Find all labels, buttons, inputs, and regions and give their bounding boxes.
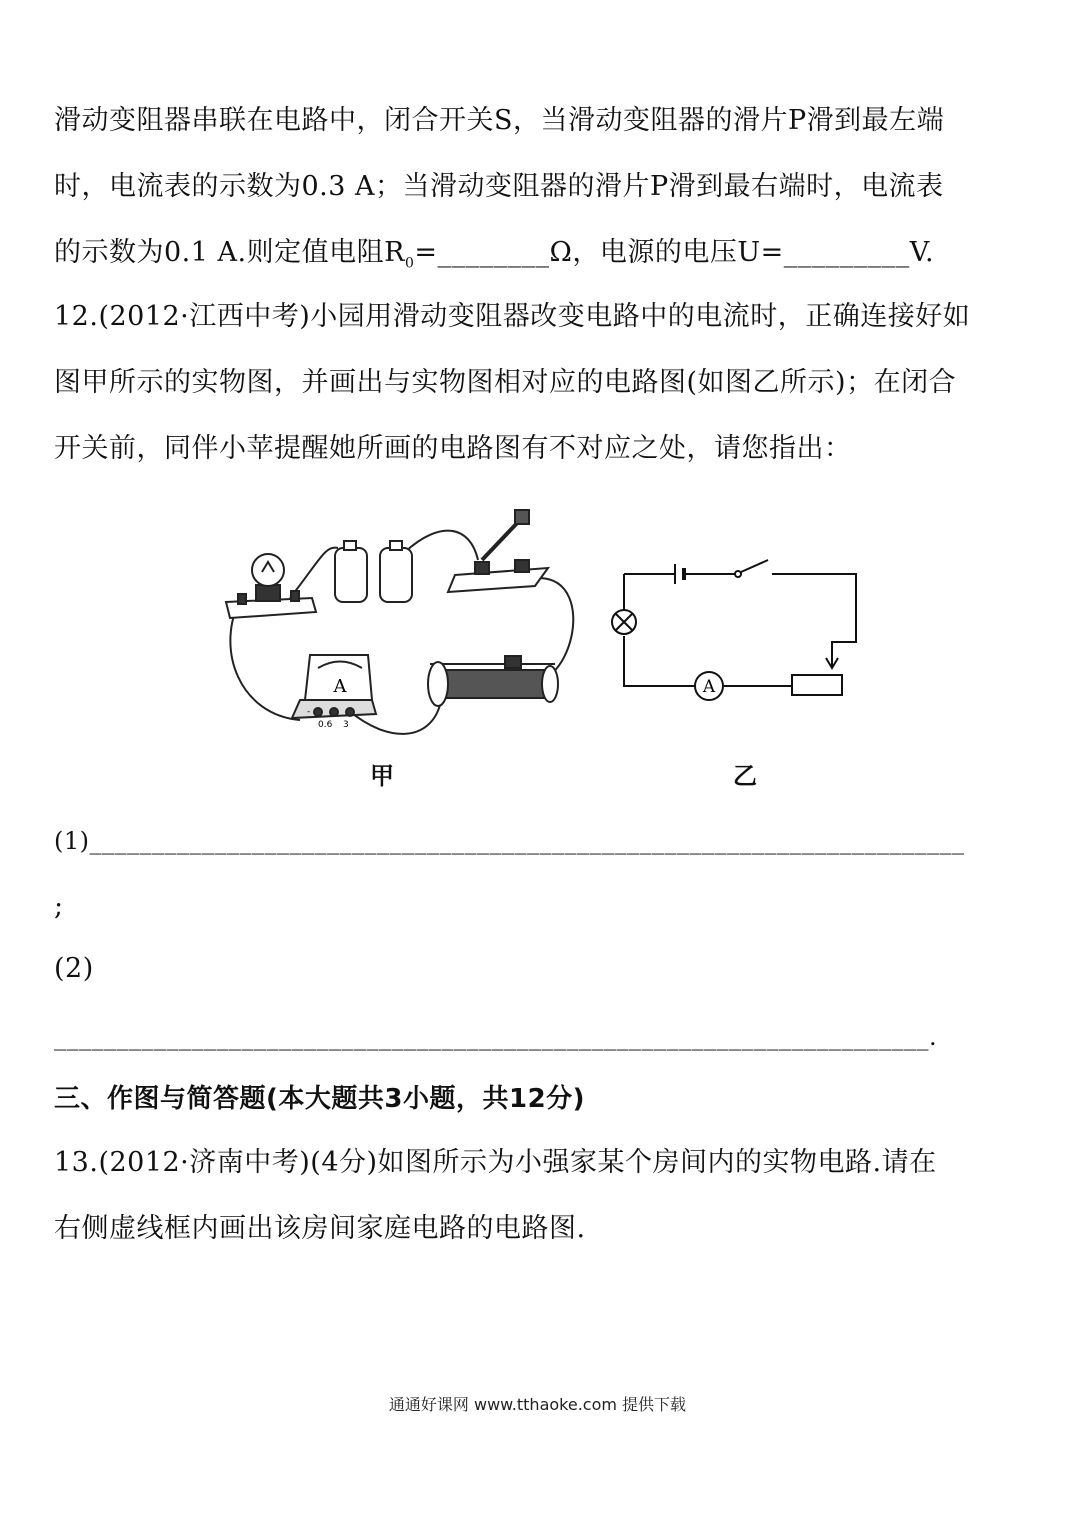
ammeter-terminal-minus: -: [307, 707, 311, 717]
rheostat-symbol: [792, 675, 842, 695]
r0-subscript: 0: [404, 255, 415, 272]
problem12-line2: 图甲所示的实物图，并画出与实物图相对应的电路图(如图乙所示)；在闭合: [54, 367, 957, 398]
problem11-line2: 时，电流表的示数为0.3 A；当滑动变阻器的滑片P滑到最右端时，电流表: [54, 171, 944, 202]
problem11-line3-a: 的示数为0.1 A.则定值电阻R: [54, 237, 405, 268]
problem11-line1: 滑动变阻器串联在电路中，闭合开关S，当滑动变阻器的滑片P滑到最左端: [54, 105, 945, 136]
section3-heading: 三、作图与简答题(本大题共3小题，共12分): [54, 1084, 586, 1114]
footer-text: 通通好课网 www.tthaoke.com 提供下载: [388, 1395, 687, 1414]
answer1-end: ;: [54, 891, 64, 922]
schematic-ammeter-letter: A: [702, 677, 716, 697]
ammeter-terminal-3: 3: [343, 720, 349, 730]
ammeter-terminal-06: 0.6: [318, 720, 333, 730]
switch-contact: [735, 571, 741, 577]
answer2-label: (2): [54, 953, 94, 984]
schematic-wire-bottom-left: [624, 636, 695, 686]
schematic-wire-right: [772, 574, 856, 668]
answer1-line: (1)______________________________________________________________________: [54, 827, 965, 855]
problem12-line3: 开关前，同伴小苹提醒她所画的电路图有不对应之处，请您指出：: [54, 433, 852, 464]
problem13-line1: 13.(2012·济南中考)(4分)如图所示为小强家某个房间内的实物电路.请在: [54, 1147, 937, 1178]
problem13-line2: 右侧虚线框内画出该房间家庭电路的电路图.: [54, 1213, 586, 1244]
ammeter-letter: A: [333, 676, 347, 697]
figure-caption-jia: 甲: [370, 762, 394, 790]
figure-caption-yi: 乙: [733, 762, 757, 790]
problem11-line3-b: =________Ω，电源的电压U=_________V.: [414, 237, 935, 268]
problem12-line1: 12.(2012·江西中考)小园用滑动变阻器改变电路中的电流时，正确连接好如: [54, 301, 971, 332]
switch-blade: [741, 560, 768, 572]
answer2-line: ______________________________________________________________________.: [54, 1023, 938, 1051]
